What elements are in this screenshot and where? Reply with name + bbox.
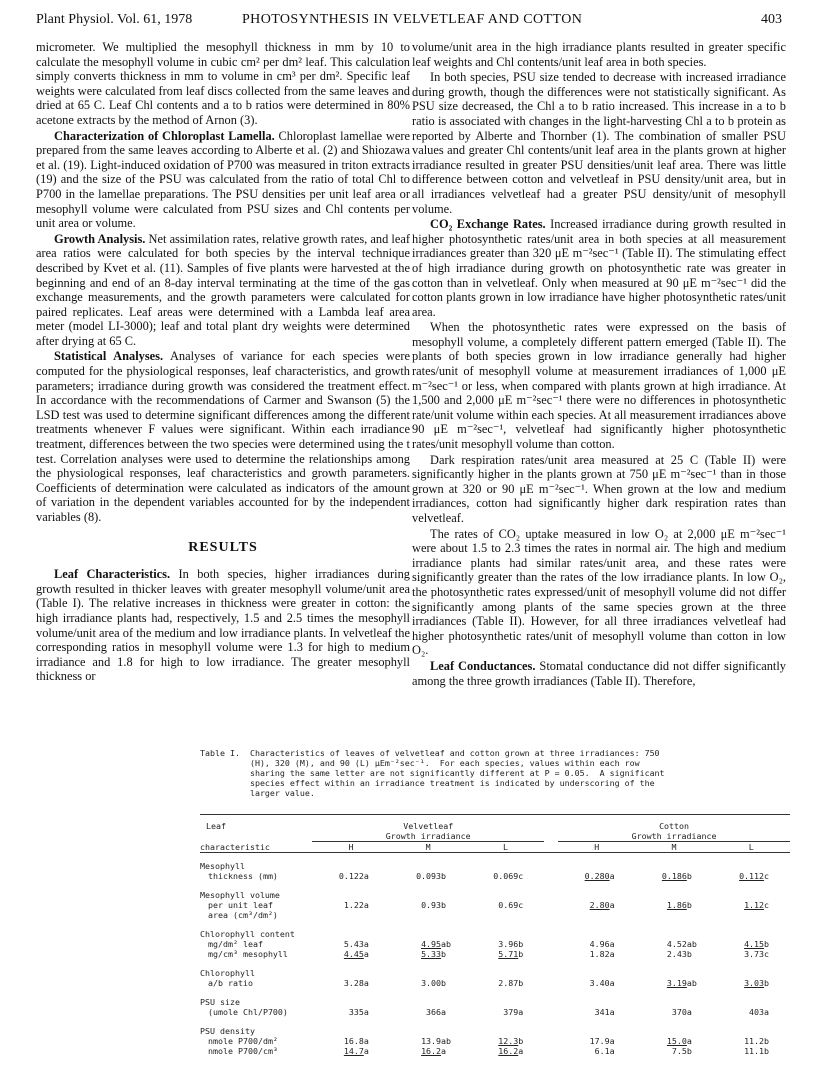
right-column	[412, 40, 786, 689]
caption-line: (H), 320 (M), and 90 (L) μEm⁻²sec⁻¹. For each species, values within each row	[200, 758, 640, 768]
table-row	[200, 1036, 790, 1046]
cell-value: 5.71	[498, 949, 519, 959]
section-run-in-heading: Growth Analysis.	[54, 231, 146, 246]
cell-letter: a	[686, 1007, 692, 1017]
table-row	[200, 929, 790, 939]
row-label: nmole P700/cm³	[208, 1046, 278, 1056]
table-caption	[200, 748, 790, 798]
row-label: a/b ratio	[208, 978, 253, 988]
cell-letter: ab	[441, 939, 452, 949]
cell-value: 1.22	[343, 900, 364, 910]
table-row	[200, 978, 790, 988]
cell-value: 1.82	[589, 949, 610, 959]
row-label: Mesophyll volume	[200, 890, 280, 900]
section-run-in-heading: Statistical Analyses.	[54, 349, 164, 364]
cell-value: 4.52	[666, 939, 687, 949]
paragraph: The rates of CO₂ uptake measured in low O₂ at 2,000 μE m⁻²sec⁻¹ were about 1.5 to 2.3 times the rates in normal air. The high and medium irradiance plants had similar rates/unit area, and these rates were significantly greater than the rates of the low irradiance plants. In low O₂, the photosynthetic rates expressed/unit of mesophyll volume did not differ significantly among plants of the same species grown at the three irradiances (Table II). However, for all three irradiances velvetleaf had higher photosynthetic rates/unit of mesophyll volume than cotton in low O₂.	[412, 526, 786, 658]
paragraph-text: Increased irradiance during growth resulted in higher photosynthetic rates/unit area in both species at all measurement irradiances greater than 320 μE m⁻²sec⁻¹ (Table II). The stimulating effect of high irradiance during growth on photosynthetic rate was greater in cotton than in velvetleaf. Only when measured at 90 μE m⁻²sec⁻¹ did the cotton plants grown in low irradiance have higher photosynthetic rates/unit area.	[412, 217, 786, 319]
section-run-in-heading: CO₂ Exchange Rates.	[430, 217, 546, 232]
cell-value: 16.8	[343, 1036, 364, 1046]
cell-value: 5.43	[343, 939, 364, 949]
table-row	[200, 1046, 790, 1056]
cell-letter: a	[686, 1036, 692, 1046]
cell-letter: a	[441, 1007, 447, 1017]
header-L: L	[467, 842, 544, 853]
cell-letter: a	[609, 900, 615, 910]
header-M: M	[390, 842, 467, 853]
cell-letter: b	[686, 949, 692, 959]
row-label: nmole P700/dm²	[208, 1036, 278, 1046]
caption-line: Table I. Characteristics of leaves of velvetleaf and cotton grown at three irradiances: 750	[200, 748, 660, 758]
cell-letter: a	[363, 949, 369, 959]
cell-value: 17.9	[589, 1036, 610, 1046]
cell-value: 0.69	[498, 900, 519, 910]
header-velvetleaf: Velvetleaf	[403, 821, 454, 831]
paragraph: In both species, PSU size tended to decrease with increased irradiance during growth, though the differences were not statistically significant. As PSU size decreased, the Chl a to b ratio increased. This increase in a to b ratio is associated with changes in the light-harvesting Chl a to b protein as reported by Alberte and Thornber (1). The combination of smaller PSU values and greater Chl contents/unit leaf area in the plants grown at higher irradiance resulted in greater PSU densities/unit leaf area. There was little difference between cotton and velvetleaf in PSU density/unit area, but in all irradiances velvetleaf had a greater PSU density/unit of mesophyll volume.	[412, 70, 786, 216]
cell-value: 4.96	[589, 939, 610, 949]
row-label: (umole Chl/P700)	[208, 1007, 288, 1017]
cell-letter: a	[363, 900, 369, 910]
cell-value: 3.00	[421, 978, 442, 988]
cell-value: 16.2	[498, 1046, 519, 1056]
cell-letter: b	[686, 900, 692, 910]
header-M: M	[635, 842, 712, 853]
results-heading: RESULTS	[188, 539, 258, 555]
cell-value: 370	[671, 1007, 687, 1017]
row-label: PSU size	[200, 997, 240, 1007]
table-row	[200, 861, 790, 871]
cell-value: 2.80	[589, 900, 610, 910]
cell-letter: c	[764, 900, 770, 910]
cell-value: 379	[503, 1007, 519, 1017]
header-cotton: Cotton	[659, 821, 690, 831]
header-H: H	[558, 842, 635, 853]
table-row	[200, 997, 790, 1007]
table-row	[200, 910, 790, 920]
cell-value: 11.2	[744, 1036, 765, 1046]
paragraph-text: Net assimilation rates, relative growth rates, and leaf area ratios were calculated for both species by the interval technique described by Kvet et al. (11). Samples of five plants were harvested at the beginning and end of an 8-day interval terminating at the time of the gas exchange measurements, and the growth parameters were calculated for paired replicates. Leaf areas were determined with a Lambda leaf area meter (model LI-3000); leaf and total plant dry weights were determined after drying at 65 C.	[36, 231, 410, 348]
running-title: PHOTOSYNTHESIS IN VELVETLEAF AND COTTON	[242, 12, 583, 27]
cell-letter: a	[518, 1007, 524, 1017]
cell-letter: ab	[441, 1036, 452, 1046]
cell-value: 1.12	[744, 900, 765, 910]
cell-letter: b	[764, 978, 770, 988]
row-label: PSU density	[200, 1026, 255, 1036]
paragraph: micrometer. We multiplied the mesophyll thickness in mm by 10 to calculate the mesophyll volume in cubic cm² per dm² leaf. This calculation simply converts thickness in mm to volume in cm³ per dm². Specific leaf weights were calculated from leaf discs collected from the same leaves and dried at 65 C. Leaf Chl contents and a to b ratios were determined in 80% acetone extracts by the method of Arnon (3).	[36, 40, 410, 127]
cell-letter: b	[441, 949, 447, 959]
cell-letter: a	[609, 1036, 615, 1046]
caption-line: sharing the same letter are not significantly different at P = 0.05. A significant	[200, 768, 665, 778]
table-row	[200, 939, 790, 949]
running-header	[36, 8, 782, 34]
cell-value: 2.87	[498, 978, 519, 988]
table-row	[200, 900, 790, 910]
cell-letter: a	[441, 1046, 447, 1056]
paragraph-text: Stomatal conductance did not differ significantly among the three growth irradiances (Table II). Therefore,	[412, 658, 786, 688]
cell-letter: a	[363, 978, 369, 988]
table-row	[200, 890, 790, 900]
cell-value: 3.73	[744, 949, 765, 959]
cell-value: 0.112	[739, 871, 765, 881]
cell-letter: a	[609, 939, 615, 949]
cell-value: 366	[426, 1007, 442, 1017]
cell-letter: a	[363, 1046, 369, 1056]
cell-value: 5.33	[421, 949, 442, 959]
row-label: thickness (mm)	[208, 871, 278, 881]
header-growth-irradiance: Growth irradiance	[631, 831, 717, 841]
cell-value: 0.93	[421, 900, 442, 910]
cell-letter: b	[441, 871, 447, 881]
paragraph	[36, 567, 410, 684]
cell-value: 14.7	[343, 1046, 364, 1056]
cell-value: 4.15	[744, 939, 765, 949]
paragraph	[36, 129, 410, 231]
table-row	[200, 1026, 790, 1036]
page-number: 403	[761, 12, 782, 27]
left-column	[36, 40, 410, 685]
paragraph	[36, 349, 410, 524]
cell-letter: a	[363, 871, 369, 881]
header-L: L	[713, 842, 790, 853]
paragraph-text: Chloroplast lamellae were prepared from the same leaves according to Alberte et al. (2) and Shiozawa et al. (19). Light-induced oxidation of P700 was measured in triton extracts (19) and the size of the PSU was calculated from the ratio of total Chl to P700 in the lamellae preparations. The PSU densities per unit leaf area or mesophyll volume were calculated from PSU sizes and Chl contents per unit area or volume.	[36, 128, 410, 231]
paragraph: volume/unit area in the high irradiance plants resulted in greater specific leaf weights and Chl contents/unit leaf area in both species.	[412, 40, 786, 69]
cell-value: 4.95	[421, 939, 442, 949]
cell-value: 0.069	[493, 871, 519, 881]
cell-value: 3.96	[498, 939, 519, 949]
cell-value: 6.1	[594, 1046, 610, 1056]
table-row	[200, 1007, 790, 1017]
cell-value: 403	[749, 1007, 765, 1017]
cell-letter: b	[764, 939, 770, 949]
cell-letter: b	[441, 900, 447, 910]
header-H: H	[312, 842, 389, 853]
cell-value: 3.19	[666, 978, 687, 988]
cell-value: 2.43	[666, 949, 687, 959]
paragraph-text: Analyses of variance for each species were computed for the physiological responses, leaf characteristics, and growth parameters; irradiance during growth was considered the treatment effect. In accordance with the recommendations of Carmer and Swanson (5) the LSD test was used to determine significant differences among the different treatments whenever F values were significant. Within each irradiance treatment, differences between the two species were determined using the t test. Correlation analyses were used to determine the relationships among the physiological responses, leaf characteristics and growth parameters. Coefficients of determination were calculated as indicators of the amount of variation in the dependent variables accounted for by the independent variables (8).	[36, 349, 410, 524]
cell-value: 3.40	[589, 978, 610, 988]
header-growth-irradiance: Growth irradiance	[385, 831, 471, 841]
section-run-in-heading: Leaf Conductances.	[430, 658, 536, 673]
cell-letter: c	[764, 871, 770, 881]
cell-value: 0.122	[338, 871, 364, 881]
paragraph: When the photosynthetic rates were expressed on the basis of mesophyll volume, a completely different pattern emerged (Table II). The plants of both species grown in low irradiance generally had higher rates/unit of mesophyll volume at measurement irradiances of 1,000 μE m⁻²sec⁻¹ or less, when compared with plants grown at high irradiance. At 1,500 and 2,000 μE m⁻²sec⁻¹ there were no differences in photosynthetic rate/unit volume within each species. At all measurement irradiances above 90 μE m⁻²sec⁻¹, velvetleaf had significantly higher photosynthetic rates/unit mesophyll volume than cotton.	[412, 320, 786, 452]
section-run-in-heading: Leaf Characteristics.	[54, 567, 171, 582]
row-label: Chlorophyll content	[200, 929, 295, 939]
cell-letter: ab	[686, 978, 697, 988]
cell-letter: a	[764, 1007, 770, 1017]
row-label: mg/cm³ mesophyll	[208, 949, 288, 959]
row-label: mg/dm² leaf	[208, 939, 263, 949]
header-leaf: Leaf	[206, 821, 226, 831]
cell-value: 3.28	[343, 978, 364, 988]
cell-value: 15.0	[666, 1036, 687, 1046]
journal-citation: Plant Physiol. Vol. 61, 1978	[36, 12, 193, 27]
cell-letter: a	[363, 939, 369, 949]
table-row	[200, 871, 790, 881]
cell-value: 335	[348, 1007, 364, 1017]
cell-letter: a	[363, 1036, 369, 1046]
cell-value: 13.9	[421, 1036, 442, 1046]
cell-value: 7.5	[671, 1046, 687, 1056]
section-run-in-heading: Characterization of Chloroplast Lamella.	[54, 128, 275, 143]
caption-line: larger value.	[200, 788, 315, 798]
cell-value: 11.1	[744, 1046, 765, 1056]
header-characteristic: characteristic	[200, 842, 270, 852]
table-row	[200, 968, 790, 978]
caption-line: species effect within an irradiance treatment is indicated by underscoring of the	[200, 778, 655, 788]
cell-value: 3.03	[744, 978, 765, 988]
cell-value: 0.186	[661, 871, 687, 881]
row-label: area (cm³/dm²)	[208, 910, 278, 920]
paragraph	[36, 232, 410, 349]
cell-letter: a	[609, 1007, 615, 1017]
cell-letter: b	[441, 978, 447, 988]
cell-letter: b	[764, 1046, 770, 1056]
paragraph	[412, 217, 786, 319]
row-label: Chlorophyll	[200, 968, 255, 978]
cell-letter: c	[764, 949, 770, 959]
cell-value: 4.45	[343, 949, 364, 959]
table-body	[200, 814, 790, 1056]
cell-value: 341	[594, 1007, 610, 1017]
cell-value: 0.280	[584, 871, 610, 881]
cell-letter: c	[518, 871, 524, 881]
cell-letter: c	[518, 900, 524, 910]
row-label: Mesophyll	[200, 861, 245, 871]
cell-letter: b	[518, 978, 524, 988]
cell-letter: a	[363, 1007, 369, 1017]
cell-value: 0.093	[416, 871, 442, 881]
cell-letter: b	[518, 949, 524, 959]
cell-value: 16.2	[421, 1046, 442, 1056]
cell-letter: a	[518, 1046, 524, 1056]
cell-letter: a	[609, 1046, 615, 1056]
table-row	[200, 949, 790, 959]
row-label: per unit leaf	[208, 900, 273, 910]
cell-letter: b	[686, 1046, 692, 1056]
cell-value: 12.3	[498, 1036, 519, 1046]
paragraph	[412, 659, 786, 688]
cell-letter: b	[686, 871, 692, 881]
cell-letter: ab	[686, 939, 697, 949]
cell-letter: a	[609, 978, 615, 988]
cell-letter: b	[518, 939, 524, 949]
paragraph: Dark respiration rates/unit area measured at 25 C (Table II) were significantly higher in the plants grown at 750 μE m⁻²sec⁻¹ than in those grown at 320 or 90 μE m⁻²sec⁻¹. When grown at the low and medium irradiances, cotton had significantly higher dark respiration rates than velvetleaf.	[412, 452, 786, 525]
cell-letter: b	[764, 1036, 770, 1046]
cell-letter: b	[518, 1036, 524, 1046]
cell-value: 1.86	[666, 900, 687, 910]
cell-letter: a	[609, 871, 615, 881]
cell-letter: a	[609, 949, 615, 959]
paragraph-text: In both species, higher irradiances during growth resulted in thicker leaves with greater mesophyll volume/unit area (Table I). The relative increases in thickness were greater in cotton: the high irradiance plants had, respectively, 1.5 and 2.5 times the mesophyll volume/unit area of the medium and low irradiance plants. In velvetleaf the corresponding ratios in mesophyll volume were 1.3 for high to medium irradiance and 1.8 for high to low irradiance. The greater mesophyll thickness or	[36, 567, 411, 684]
